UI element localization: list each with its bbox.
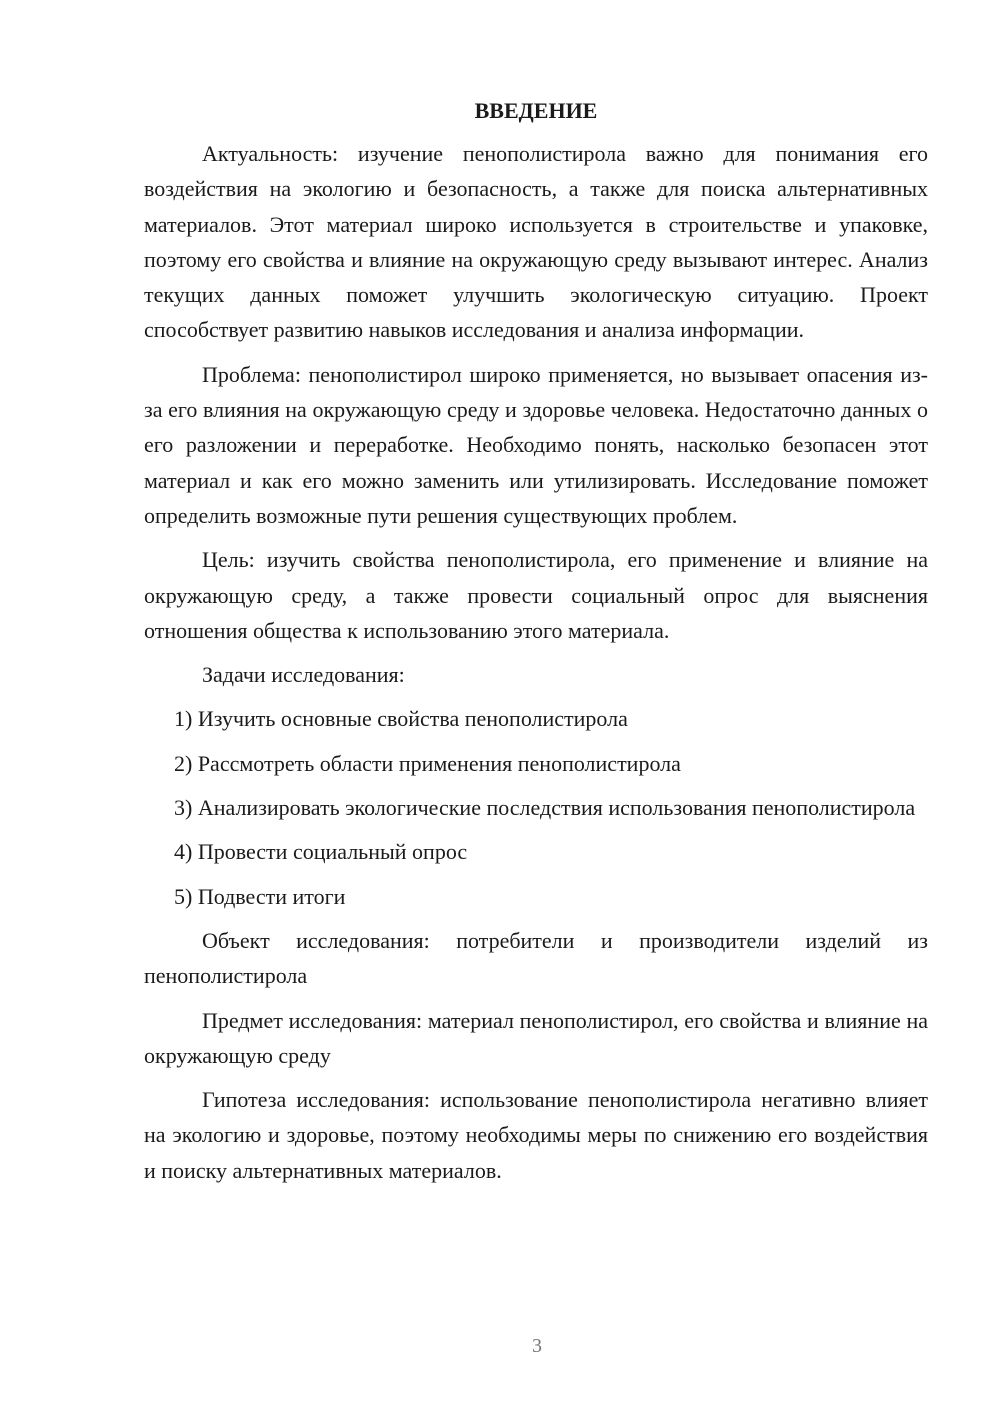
task-item-1: 1) Изучить основные свойства пенополистирола: [174, 706, 628, 732]
page-number: 3: [532, 1335, 542, 1357]
task-item-3: 3) Анализировать экологические последствия использования пенополистирола: [174, 795, 916, 821]
task-item-4: 4) Провести социальный опрос: [174, 839, 468, 865]
task-item-5: 5) Подвести итоги: [174, 883, 346, 909]
page-title: ВВЕДЕНИЕ: [474, 98, 598, 123]
hypothesis-paragraph: Гипотеза исследования: использование пенополистирола негативно влияет на экологию и здоровье, поэтому необходимы меры по снижению его воздействия и поиску альтернативных материалов.: [144, 1087, 928, 1183]
goal-paragraph: Цель: изучить свойства пенополистирола, его применение и влияние на окружающую среду, а также провести социальный опрос для выяснения отношения общества к использованию этого материала.: [144, 547, 928, 643]
problem-paragraph: Проблема: пенополистирол широко применяется, но вызывает опасения из-за его влияния на окружающую среду и здоровье человека. Недостаточно данных о его разложении и переработке. Необходимо понять, насколько безопасен этот материал и как его можно заменить или утилизировать. Исследование поможет определить возможные пути решения существующих проблем.: [144, 361, 928, 528]
subject-paragraph: Предмет исследования: материал пенополистирол, его свойства и влияние на окружающую среду: [144, 1007, 928, 1068]
document-body: [144, 96, 928, 1188]
task-item-2: 2) Рассмотреть области применения пенополистирола: [174, 750, 681, 776]
relevance-paragraph: Актуальность: изучение пенополистирола важно для понимания его воздействия на экологию и безопасность, а также для поиска альтернативных материалов. Этот материал широко используется в строительстве и упаковке, поэтому его свойства и влияние на окружающую среду вызывают интерес. Анализ текущих данных поможет улучшить экологическую ситуацию. Проект способствует развитию навыков исследования и анализа информации.: [144, 141, 928, 343]
tasks-heading: Задачи исследования:: [202, 662, 405, 688]
object-paragraph: Объект исследования: потребители и производители изделий из пенополистирола: [144, 927, 928, 989]
